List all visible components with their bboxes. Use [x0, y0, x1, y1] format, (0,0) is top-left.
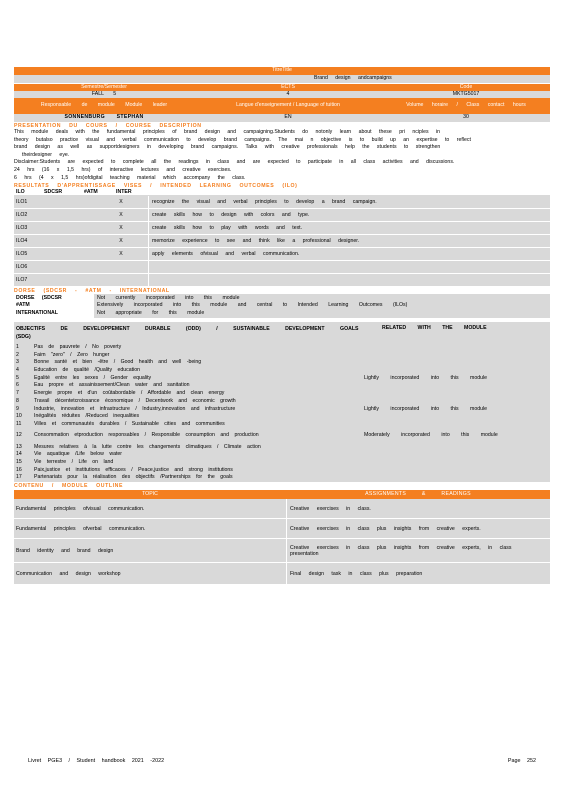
ilo-description: apply elements ofvisual and verbal communication.: [148, 248, 550, 260]
list-item: [14, 351, 550, 359]
sdg-relation: Moderately incorporated into this module: [364, 432, 498, 439]
dorse-value: Not appropriate for this module: [97, 310, 205, 317]
ilo-code: ILO1: [14, 196, 94, 208]
sdg-goal: Energie propre et d'un coûtabordable / Affordable and clean energy: [34, 390, 225, 397]
sdg-number: 7: [16, 390, 19, 397]
outline-topic: Brand identity and brand design: [14, 539, 286, 562]
ilo-mark: X: [94, 248, 148, 260]
sdg-number: 4: [16, 367, 19, 374]
list-item: [14, 359, 550, 367]
atm-col-label: #ATM: [84, 189, 98, 196]
dorse-heading: DORSE (SDCSR - #ATM - INTERNATIONAL: [14, 287, 170, 294]
presentation-line: 24 hrs (16 x 1,5 hrs) of interactive lectures and creative exercises.: [14, 166, 232, 173]
sdg-goal: Pas de pauvrete / No poverty: [34, 344, 122, 350]
presentation-line: This module deals with the fundamental principles of brand design and campaigning.Students do notonly learn about these pri nciples in: [14, 129, 441, 135]
list-item: [14, 443, 550, 451]
sdg-goal: Paix,justice et institutions efficaces / Peace,justice and strong institutions: [34, 466, 233, 473]
semester-values-row: [14, 91, 550, 98]
sdg-goal: Egalité entre les sexes / Gender equality: [34, 374, 152, 381]
list-item: [14, 389, 550, 397]
table-row: [14, 261, 550, 274]
assignments-col-label: ASSIGNMENTS & READINGS: [365, 490, 471, 497]
presentation-line: 6 hrs (4 x 1,5 hrs)ofdigital teaching material which accompany the class.: [14, 174, 246, 181]
sdg-goal: Partenariats pour la réalisation des objectifs /Partnerships for the goals: [34, 474, 233, 481]
sdg-goal: Eau propre et assainissement/Clean water and sanitation: [34, 382, 190, 389]
title-label: TitreTitle: [272, 67, 292, 74]
sdg-number: 1: [16, 344, 19, 350]
ilo-description: memorize experience to see and think like a professional designer.: [148, 235, 550, 247]
responsible-value: SONNENBURG STEPHAN: [64, 114, 144, 121]
table-row: [14, 539, 550, 563]
course-title-row: [14, 75, 550, 84]
dorse-key: DORSE (SDCSR: [16, 294, 62, 301]
sdg-number: 5: [16, 374, 19, 381]
ilo-code: ILO3: [14, 222, 94, 234]
hours-value: 30: [463, 114, 469, 121]
sdg-goal: Mesures relatives à la lutte contre les changements climatiques / Climate action: [34, 443, 261, 450]
table-row: [14, 222, 550, 235]
list-item: [14, 420, 550, 428]
presentation-body: [14, 129, 550, 182]
dorse-legend-values: [94, 294, 550, 318]
code-value: MKTG5017: [452, 90, 480, 97]
ilo-code: ILO5: [14, 248, 94, 260]
list-item: [14, 473, 550, 481]
sdg-number: 15: [16, 458, 22, 465]
dorse-key: INTERNATIONAL: [16, 310, 58, 317]
sdg-goal: Faim "zero" / Zero hunger: [34, 351, 110, 358]
outline-assignment: Creative exercises in class.: [286, 499, 550, 518]
list-item: [14, 343, 550, 351]
table-row: [14, 563, 550, 585]
ilo-code: ILO4: [14, 235, 94, 247]
sdg-goal: Vie terrestre / Life on land: [34, 458, 114, 465]
footer-handbook-label: Livret PGE3 / Student handbook 2021 -2022: [28, 758, 165, 764]
sdg-number: 2: [16, 351, 19, 358]
presentation-line: Disclaimer:Students are expected to complete all the readings in class and are expected to participate in all class activities and discussions.: [14, 159, 455, 166]
ilo-description: recognize the visual and verbal principles to develop a brand campaign.: [148, 196, 550, 208]
sdg-table: [14, 322, 550, 482]
ilo-description: create skills how to play with words and text.: [148, 222, 550, 234]
list-item: [14, 466, 550, 474]
semester-label: Semestre/Semester: [81, 83, 127, 90]
ilo-description: [148, 261, 550, 273]
dorse-legend-keys: [14, 294, 94, 318]
sdg-goal: Inégalités réduites /Reduced inequalities: [34, 413, 140, 420]
footer-page-number: Page 252: [507, 758, 536, 764]
sdg-relation: Lightly incorporated into this module: [364, 374, 488, 381]
sdg-number: 8: [16, 397, 19, 404]
ilo-col-label: ILO: [16, 189, 25, 196]
sdg-list: [14, 343, 550, 481]
ilo-mark: X: [94, 209, 148, 221]
dorse-table: [14, 294, 550, 318]
outline-heading: CONTENU / MODULE OUTLINE: [14, 482, 124, 489]
outline-assignment: Creative exercises in class plus insights from creative experts, in class presentation: [286, 539, 550, 562]
hours-label: Volume horaire / Class contact hours: [406, 102, 526, 109]
presentation-line: brand design as well as supportdesigners in developing brand campaigns. Talks with creative professionals help the students to strengthen: [14, 144, 441, 151]
ilo-mark: X: [94, 222, 148, 234]
table-row: [14, 209, 550, 222]
list-item: [14, 458, 550, 466]
sdcsr-col-label: SDCSR: [44, 189, 63, 196]
sdg-goal: Travail décentetcroissance économique / Decentwork and economic growth: [34, 397, 236, 404]
dorse-value: Extensively incorporated into this module and central to Intended Learning Outcomes (ILOs): [97, 302, 408, 309]
presentation-line: theirdesigner eye.: [22, 151, 70, 158]
ilo-mark: [94, 274, 148, 286]
sdg-number: 11: [16, 420, 22, 427]
sdg-number: 9: [16, 405, 19, 412]
outline-topic: Fundamental principles ofvisual communication.: [14, 499, 286, 518]
sdg-goal: Vie aquatique /Life below water: [34, 451, 123, 458]
ilo-table: [14, 196, 550, 287]
page-footer: [28, 758, 536, 764]
language-label: Langue d'enseignement / Language of tuition: [236, 102, 340, 109]
list-item: [14, 428, 550, 443]
responsible-label: Responsable de module Module leader: [40, 102, 168, 109]
sdg-number: 14: [16, 451, 22, 458]
inter-col-label: INTER: [116, 189, 132, 196]
list-item: [14, 382, 550, 390]
ects-label: ECTS: [281, 83, 295, 90]
ilo-mark: [94, 261, 148, 273]
outline-assignment: Final design task in class plus preparation: [286, 563, 550, 584]
list-item: [14, 405, 550, 413]
table-row: [14, 235, 550, 248]
sdg-number: 6: [16, 382, 19, 389]
semester-header-row: [14, 84, 550, 91]
course-title: Brand design andcampaigns: [314, 75, 392, 82]
sdg-number: 3: [16, 359, 19, 366]
ects-value: 4: [286, 90, 290, 97]
table-row: [14, 274, 550, 287]
sdg-relation: Lightly incorporated into this module: [364, 405, 488, 412]
sdg-number: 16: [16, 466, 22, 473]
sdg-number: 17: [16, 474, 22, 481]
sdg-goal: Consommation etproduction responsables / Responsible consumption and production: [34, 432, 259, 439]
ilo-mark: X: [94, 196, 148, 208]
responsible-header-row: [14, 98, 550, 114]
ilo-description: [148, 274, 550, 286]
presentation-line: theory butalso practice visual and verbal communication to develop brand campaigns. The mai n objective is to build up an expertise to reflect: [14, 136, 471, 143]
ilo-mark: X: [94, 235, 148, 247]
presentation-heading: PRESENTATION DU COURS / COURSE DESCRIPTION: [14, 122, 202, 129]
ilo-column-headers: [14, 189, 550, 196]
list-item: [14, 366, 550, 374]
sdg-goal: Villes et communautés durables / Sustainable cities and communities: [34, 420, 225, 427]
ilo-code: ILO7: [14, 274, 94, 286]
title-label-row: [14, 67, 550, 75]
ilo-description: create skills how to design with colors and type.: [148, 209, 550, 221]
responsible-values-row: [14, 114, 550, 122]
outline-header-row: [14, 490, 550, 499]
dorse-value: Not currently incorporated into this module: [97, 294, 240, 301]
list-item: [14, 397, 550, 405]
ilo-code: ILO6: [14, 261, 94, 273]
outline-table: [14, 499, 550, 585]
list-item: [14, 450, 550, 458]
outline-topic: Communication and design workshop: [14, 563, 286, 584]
language-value: EN: [284, 114, 292, 121]
sdg-number: 12: [16, 432, 22, 439]
outline-topic: Fundamental principles ofverbal communication.: [14, 519, 286, 538]
sdg-number: 13: [16, 443, 22, 450]
sdg-goal: Bonne santé et bien -être / Good health and well -being: [34, 359, 202, 366]
topic-col-label: TOPIC: [142, 490, 158, 497]
semester-value: FALL 5: [91, 90, 117, 97]
code-label: Code: [459, 83, 473, 90]
outline-assignment: Creative exercises in class plus insights from creative experts.: [286, 519, 550, 538]
table-row: [14, 196, 550, 209]
table-row: [14, 248, 550, 261]
dorse-key: #ATM: [16, 302, 30, 309]
list-item: [14, 412, 550, 420]
table-row: [14, 499, 550, 519]
sdg-number: 10: [16, 413, 22, 420]
ilo-code: ILO2: [14, 209, 94, 221]
sdg-goal: Education de qualité /Quality education: [34, 367, 140, 374]
ilo-heading: RESULTATS D'APPRENTISSAGE VISES / INTENDED LEARNING OUTCOMES (ILO): [14, 182, 298, 189]
table-row: [14, 519, 550, 539]
sdg-heading: OBJECTIFS DE DEVELOPPEMENT DURABLE (ODD) / SUSTAINABLE DEVELOPMENT GOALS (SDG): [16, 326, 359, 341]
sdg-header-row: [14, 324, 550, 343]
module-sheet: [14, 67, 550, 585]
sdg-related-heading: RELATED WITH THE MODULE: [382, 325, 487, 332]
sdg-goal: Industrie, innovation et infrastructure / Industry,innovation and infrastructure: [34, 405, 236, 412]
list-item: [14, 374, 550, 382]
